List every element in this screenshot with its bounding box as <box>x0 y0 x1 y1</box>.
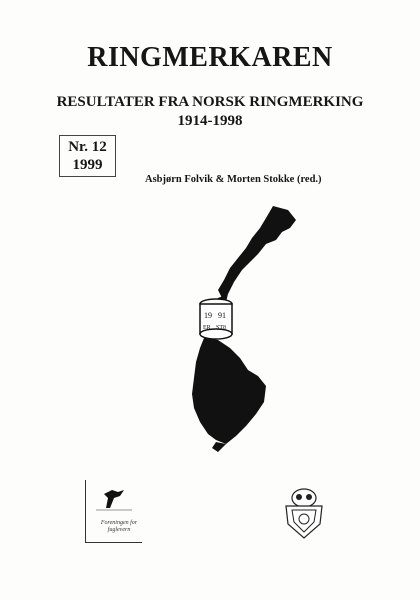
owl-crest-emblem-icon <box>280 486 328 541</box>
issue-box <box>59 135 116 177</box>
bird-society-caption: Foreningen for fuglevern <box>100 520 138 533</box>
cover-year-range: 1914-1998 <box>177 113 243 129</box>
svg-text:ST8: ST8 <box>216 325 227 331</box>
cover-title: RINGMERKAREN <box>87 42 333 73</box>
issue-year: 1999 <box>72 157 103 173</box>
editors-line: Asbjørn Folvik & Morten Stokke (red.) <box>145 174 322 185</box>
cover-subtitle: RESULTATER FRA NORSK RINGMERKING <box>56 94 364 110</box>
svg-text:ER: ER <box>203 325 211 331</box>
bird-ring <box>200 299 232 339</box>
svg-text:91: 91 <box>218 311 226 320</box>
bird-silhouette-icon <box>86 480 142 520</box>
norway-map-with-bird-ring-icon <box>178 198 298 458</box>
issue-number: Nr. 12 <box>68 139 107 155</box>
svg-text:19: 19 <box>204 311 212 320</box>
